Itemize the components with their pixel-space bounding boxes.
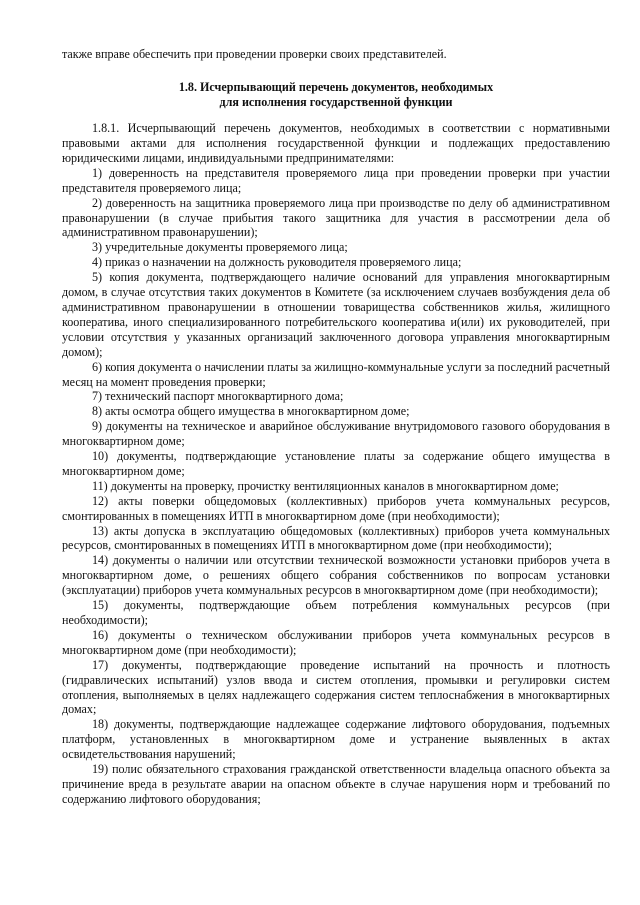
- list-item-5: 5) копия документа, подтверждающего наличие оснований для управления многоквартирным домом, в случае отсутствия таких документов в Комитете (за исключением случаев возбуждения дела об административном правонарушении в отношении товарищества собственников жилья, жилищного кооператива, иного специализированного потребительского кооператива и(или) их руководителей, при условии отсутствия у указанных организаций заключенного договора управления многоквартирным домом);: [62, 270, 610, 359]
- list-item-8: 8) акты осмотра общего имущества в многоквартирном доме;: [92, 404, 410, 419]
- list-item-10: 10) документы, подтверждающие установление платы за содержание общего имущества в многоквартирном доме;: [62, 449, 610, 478]
- list-item-19: 19) полис обязательного страхования гражданской ответственности владельца опасного объекта за причинение вреда в результате аварии на опасном объекте в случае нарушения норм и требований по содержанию лифтового оборудования;: [62, 762, 610, 806]
- list-item-12: 12) акты поверки общедомовых (коллективных) приборов учета коммунальных ресурсов, смонтированных в помещениях ИТП в многоквартирном доме (при необходимости);: [62, 493, 610, 523]
- list-item-7: 7) технический паспорт многоквартирного дома;: [92, 389, 344, 404]
- list-item-6: 6) копия документа о начислении платы за жилищно-коммунальные услуги за последний расчетный месяц на момент проведения проверки;: [62, 359, 610, 389]
- section-heading-line-2: для исполнения государственной функции: [219, 94, 453, 109]
- list-item-3: 3) учредительные документы проверяемого лица;: [92, 240, 348, 255]
- list-item-18: 18) документы, подтверждающие надлежащее содержание лифтового оборудования, подъемных платформ, установленных в многоквартирном доме и устранение выявленных в актах освидетельствования нарушений;: [62, 717, 610, 762]
- section-heading: [62, 80, 610, 109]
- list-item-13: 13) акты допуска в эксплуатацию общедомовых (коллективных) приборов учета коммунальных ресурсов, смонтированных в помещениях ИТП в многоквартирном доме (при необходимости);: [62, 523, 610, 553]
- list-item-14: 14) документы о наличии или отсутствии технической возможности установки приборов учета в многоквартирном доме, о решениях общего собрания собственников по вопросам установки (эксплуатации) приборов учета коммунальных ресурсов в многоквартирном доме (при необходимости);: [62, 553, 610, 598]
- document-page: [62, 47, 610, 807]
- list-item-2: 2) доверенность на защитника проверяемого лица при производстве по делу об административном правонарушении (в случае прибытия такого защитника для участия в рассмотрении дела об административном правонарушении);: [62, 195, 610, 240]
- section-heading-line-1: 1.8. Исчерпывающий перечень документов, необходимых: [178, 79, 494, 94]
- list-item-17: 17) документы, подтверждающие проведение испытаний на прочность и плотность (гидравлических испытаний) узлов ввода и систем отопления, промывки и регулировки систем отопления, выполняемых в целях надлежащего содержания систем теплоснабжения в многоквартирных домах;: [62, 657, 610, 717]
- list-item-15: 15) документы, подтверждающие объем потребления коммунальных ресурсов (при необходимости);: [62, 598, 610, 627]
- list-item-16: 16) документы о техническом обслуживании приборов учета коммунальных ресурсов в многоквартирном доме (при необходимости);: [62, 627, 610, 657]
- intro-paragraph: 1.8.1. Исчерпывающий перечень документов, необходимых в соответствии с нормативными правовыми актами для исполнения государственной функции и подлежащих предоставлению юридическими лицами, индивидуальными предпринимателями:: [62, 121, 610, 165]
- list-item-4: 4) приказ о назначении на должность руководителя проверяемого лица;: [92, 255, 462, 270]
- list-item-9: 9) документы на техническое и аварийное обслуживание внутридомового газового оборудования в многоквартирном доме;: [62, 419, 610, 449]
- list-item-11: 11) документы на проверку, прочистку вентиляционных каналов в многоквартирном доме;: [92, 478, 559, 493]
- lead-line: также вправе обеспечить при проведении проверки своих представителей.: [62, 47, 447, 61]
- list-item-1: 1) доверенность на представителя проверяемого лица при проведении проверки при участии представителя проверяемого лица;: [62, 165, 610, 195]
